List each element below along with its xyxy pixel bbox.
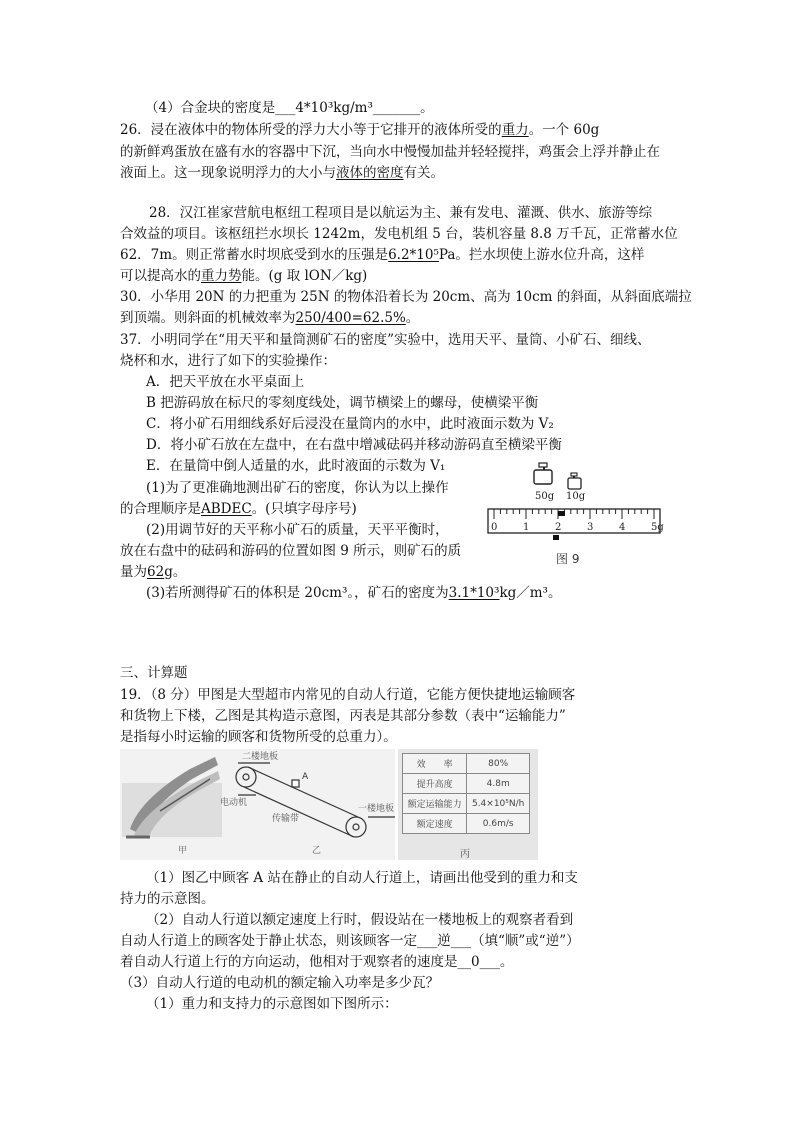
q30-answer: 250/400=62.5% (295, 310, 406, 326)
q37-line2: 烧杯和水，进行了如下的实验操作： (120, 353, 336, 369)
q37-option-a: A．把天平放在水平桌面上 (146, 374, 305, 390)
section-heading: 三、计算题 (120, 665, 188, 681)
q37-sub2-line2: 放在右盘中的砝码和游码的位置如图 9 所示，则矿石的质 (120, 543, 462, 559)
q37-answer-density: 3.1*10³ (448, 585, 500, 601)
q37-sub3: (3)若所测得矿石的体积是 20cm³。，矿石的密度为3.1*10³kg／m³。 (146, 585, 562, 601)
q37-answer-mass: 62 (147, 564, 165, 580)
escalator-photo-and-diagram (120, 749, 395, 860)
q19-answer-intro: （1）重力和支持力的示意图如下图所示： (146, 996, 398, 1012)
scale-tick-label: 0 (491, 522, 498, 533)
q28-line4: 可以提高水的重力势能。(g 取 lON／kg) (120, 268, 368, 284)
q4-line: （4）合金块的密度是___4*10³kg/m³_______。 (145, 100, 434, 116)
table-row: 额定速度 0.6m/s (403, 814, 530, 834)
q19-line1: 19．（8 分）甲图是大型超市内常见的自动人行道，它能方便快捷地运输顾客 (120, 687, 576, 703)
scale-tick-label: 5g (651, 522, 664, 533)
label-person-a: A (302, 772, 309, 782)
figure-9 (486, 462, 662, 592)
q30-line1: 30．小华用 20N 的力把重为 25N 的物体沿着长为 20cm、高为 10cm 的斜面，从斜面底端拉 (120, 289, 692, 305)
label-yi: 乙 (312, 846, 322, 856)
table-row: 额定运输能力 5.4×10⁵N/h (403, 794, 530, 814)
q37-option-e: E．在量筒中倒人适量的水，此时液面的示数为 V₁ (146, 458, 446, 474)
q28-answer-2: 重力势 (201, 268, 242, 284)
q37-line1: 37．小明同学在“用天平和量筒测矿石的密度”实验中，选用天平、量筒、小矿石、细线、 (120, 332, 651, 348)
parameter-table-figure (398, 749, 538, 860)
weight-10g-icon (568, 473, 581, 489)
label-floor1: 一楼地板 (358, 804, 395, 814)
q19-part1-line2: 持力的示意图。 (120, 891, 215, 907)
label-belt: 传输带 (272, 814, 300, 824)
q19-line3: 是指每小时运输的顾客和货物所受的总重力）。 (120, 729, 397, 745)
scale-rider-top (558, 511, 565, 516)
parameter-table (402, 753, 530, 834)
q37-sub1-line2: 的合理顺序是ABDEC。(只填字母序号) (120, 501, 357, 517)
q37-sub2-line1: (2)用调节好的天平称小矿石的质量，天平平衡时， (146, 522, 449, 538)
q28-line2: 合效益的项目。该枢纽拦水坝长 1242m，发电机组 5 台，装机容量 8.8 万千瓦，正常蓄水位 (120, 226, 678, 242)
escalator-figures (120, 749, 395, 860)
q26-line1: 26．浸在液体中的物体所受的浮力大小等于它排开的液体所受的重力。一个 60g (120, 122, 600, 138)
q37-option-b: B 把游码放在标尺的零刻度线处，调节横梁上的螺母，使横梁平衡 (146, 395, 539, 411)
label-motor: 电动机 (220, 798, 248, 808)
scale-tick-label: 3 (587, 522, 594, 533)
q19-part2-line3: 着自动人行道上行的方向运动，他相对于观察者的速度是__0___。 (120, 954, 514, 970)
table-row: 提升高度 4.8m (403, 774, 530, 794)
q37-sub1-line1: (1)为了更准确地测出矿石的密度，你认为以上操作 (146, 480, 449, 496)
q37-option-d: D．将小矿石放在左盘中，在右盘中增减砝码并移动游码直至横梁平衡 (146, 437, 562, 453)
q28-answer-1: 6.2*10⁵ (388, 247, 439, 263)
q30-line2: 到顶端。则斜面的机械效率为250/400=62.5%。 (120, 310, 420, 326)
weight-50g-label: 50g (535, 491, 555, 502)
q19-part2-line2: 自动人行道上的顾客处于静止状态，则该顾客一定___逆___（填“顺”或“逆”） (120, 933, 580, 949)
scale-bar (488, 509, 660, 533)
figure-9-caption: 图 9 (556, 552, 580, 566)
q19-part3: （3）自动人行道的电动机的额定输入功率是多少瓦？ (120, 975, 440, 991)
weight-10g-label: 10g (566, 491, 586, 502)
label-jia: 甲 (178, 846, 188, 856)
q19-part1-line1: （1）图乙中顾客 A 站在静止的自动人行道上，请画出他受到的重力和支 (146, 870, 578, 886)
q26-line2: 的新鲜鸡蛋放在盛有水的容器中下沉，当向水中慢慢加盐并轻轻搅拌，鸡蛋会上浮并静止在 (120, 144, 660, 160)
q26-line3: 液面上。这一现象说明浮力的大小与液体的密度有关。 (120, 165, 444, 181)
scale-tick-label: 2 (555, 522, 562, 533)
table-row: 效 率 80% (403, 754, 530, 774)
balance-scale-diagram (486, 462, 662, 592)
q26-answer-2: 液体的密度 (336, 165, 404, 181)
q19-part2-line1: （2）自动人行道以额定速度上行时，假设站在一楼地板上的观察者看到 (146, 912, 574, 928)
scale-tick-label: 4 (619, 522, 626, 533)
weight-50g-icon (534, 463, 552, 484)
scale-rider-bottom (553, 535, 559, 540)
scale-tick-label: 1 (523, 522, 530, 533)
label-bing: 丙 (460, 849, 470, 860)
q37-sub2-line3: 量为62g。 (120, 564, 187, 580)
q37-answer-order: ABDEC (201, 501, 252, 517)
label-floor2: 二楼地板 (242, 752, 279, 762)
q37-option-c: C．将小矿石用细线系好后浸没在量筒内的水中，此时液面示数为 V₂ (146, 416, 554, 432)
q28-line3: 62．7m。则正常蓄水时坝底受到水的压强是6.2*10⁵Pa。拦水坝使上游水位升高，这样 (120, 247, 645, 263)
q19-line2: 和货物上下楼，乙图是其构造示意图，丙表是其部分参数（表中“运输能力” (120, 708, 566, 724)
q26-answer-1: 重力 (501, 122, 529, 138)
q28-line1: 28．汉江崔家营航电枢纽工程项目是以航运为主、兼有发电、灌溉、供水、旅游等综 (149, 205, 653, 221)
